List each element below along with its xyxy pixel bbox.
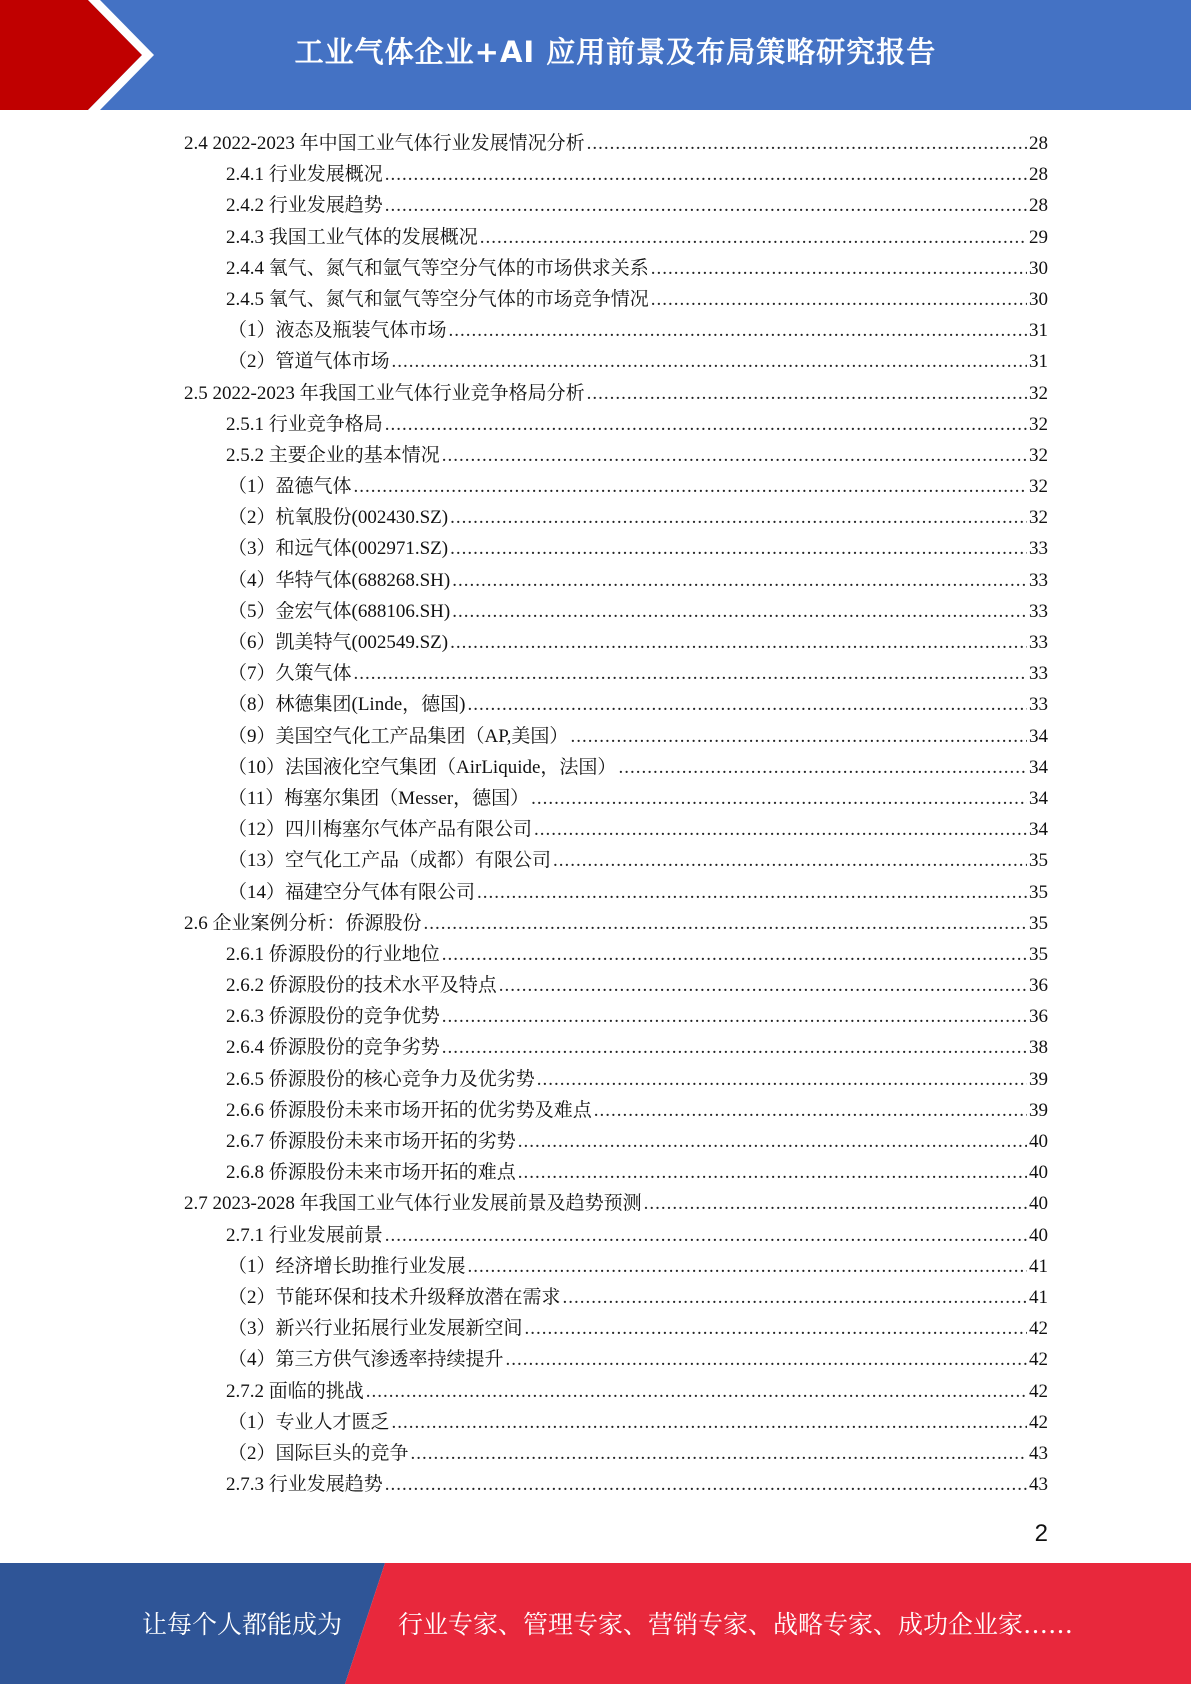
- toc-entry-page: 28: [1029, 195, 1048, 217]
- toc-entry[interactable]: [184, 1064, 1048, 1095]
- toc-entry[interactable]: [184, 877, 1048, 908]
- toc-entry-label: （2）节能环保和技术升级释放潜在需求: [228, 1286, 561, 1308]
- toc-entry-page: 39: [1029, 1068, 1048, 1090]
- toc-entry[interactable]: [184, 1126, 1048, 1157]
- toc-dot-leader: [618, 752, 1027, 783]
- report-title: 工业气体企业+AI 应用前景及布局策略研究报告: [294, 35, 937, 69]
- toc-dot-leader: [534, 814, 1027, 845]
- toc-entry-page: 43: [1029, 1442, 1048, 1464]
- toc-entry-page: 42: [1029, 1349, 1048, 1371]
- toc-dot-leader: [525, 1313, 1027, 1344]
- toc-entry[interactable]: [184, 752, 1048, 783]
- toc-dot-leader: [563, 1282, 1027, 1313]
- toc-entry[interactable]: [184, 1313, 1048, 1344]
- toc-entry-label: （13）空气化工产品（成都）有限公司: [228, 850, 552, 872]
- toc-entry[interactable]: [184, 845, 1048, 876]
- toc-entry-label: （1）经济增长助推行业发展: [228, 1255, 466, 1277]
- toc-dot-leader: [385, 190, 1027, 221]
- toc-entry-label: 2.7.1 行业发展前景: [226, 1224, 383, 1246]
- toc-entry-page: 32: [1029, 382, 1048, 404]
- toc-entry[interactable]: [184, 1376, 1048, 1407]
- toc-dot-leader: [442, 1032, 1027, 1063]
- toc-dot-leader: [594, 1095, 1027, 1126]
- toc-dot-leader: [518, 1157, 1027, 1188]
- page-footer: [0, 1563, 1191, 1684]
- toc-entry[interactable]: [184, 783, 1048, 814]
- toc-dot-leader: [392, 1407, 1027, 1438]
- toc-dot-leader: [651, 253, 1027, 284]
- toc-entry-label: 2.7.3 行业发展趋势: [226, 1474, 383, 1496]
- toc-entry-label: 2.7 2023-2028 年我国工业气体行业发展前景及趋势预测: [184, 1193, 642, 1215]
- toc-entry-label: （2）国际巨头的竞争: [228, 1442, 409, 1464]
- toc-entry-page: 32: [1029, 444, 1048, 466]
- toc-entry-page: 40: [1029, 1193, 1048, 1215]
- toc-entry-label: 2.6.8 侨源股份未来市场开拓的难点: [226, 1162, 516, 1184]
- toc-entry[interactable]: [184, 1282, 1048, 1313]
- toc-dot-leader: [452, 565, 1027, 596]
- toc-entry[interactable]: [184, 253, 1048, 284]
- toc-entry-page: 34: [1029, 787, 1048, 809]
- toc-entry-page: 42: [1029, 1411, 1048, 1433]
- toc-entry-page: 33: [1029, 632, 1048, 653]
- toc-entry-page: 30: [1029, 257, 1048, 279]
- toc-entry-label: （1）专业人才匮乏: [228, 1411, 390, 1433]
- toc-entry-label: （1）液态及瓶装气体市场: [228, 320, 447, 342]
- toc-entry-page: 29: [1029, 226, 1048, 248]
- toc-entry[interactable]: [184, 346, 1048, 377]
- toc-entry-label: 2.6 企业案例分析：侨源股份: [184, 912, 422, 934]
- toc-entry-label: （10）法国液化空气集团（AirLiquide，法国）: [228, 756, 617, 778]
- toc-entry-label: 2.6.1 侨源股份的行业地位: [226, 943, 440, 965]
- toc-entry-label: 2.4.1 行业发展概况: [226, 164, 383, 186]
- toc-entry-label: （14）福建空分气体有限公司: [228, 881, 476, 903]
- toc-entry[interactable]: [184, 190, 1048, 221]
- toc-entry-page: 35: [1029, 943, 1048, 965]
- toc-dot-leader: [450, 502, 1027, 533]
- toc-dot-leader: [506, 1344, 1027, 1375]
- toc-entry[interactable]: [184, 315, 1048, 346]
- toc-entry-page: 30: [1029, 288, 1048, 310]
- footer-slogan-left: 让每个人都能成为: [142, 1610, 343, 1639]
- toc-entry-label: （12）四川梅塞尔气体产品有限公司: [228, 819, 533, 841]
- toc-entry[interactable]: [184, 565, 1048, 596]
- toc-entry-label: 2.5 2022-2023 年我国工业气体行业竞争格局分析: [184, 382, 585, 404]
- toc-entry-label: 2.6.2 侨源股份的技术水平及特点: [226, 975, 497, 997]
- toc-entry-page: 33: [1029, 569, 1048, 591]
- toc-entry[interactable]: [184, 1251, 1048, 1282]
- toc-entry-label: （7）久策气体: [228, 663, 352, 685]
- toc-entry[interactable]: [184, 1032, 1048, 1063]
- toc-entry-page: 42: [1029, 1380, 1048, 1402]
- toc-entry[interactable]: [184, 658, 1048, 689]
- toc-dot-leader: [468, 1251, 1027, 1282]
- toc-entry-label: （5）金宏气体(688106.SH): [228, 600, 451, 622]
- toc-entry-page: 31: [1029, 351, 1048, 373]
- toc-dot-leader: [442, 939, 1027, 970]
- toc-dot-leader: [442, 1001, 1027, 1032]
- toc-dot-leader: [449, 315, 1027, 346]
- toc-entry-label: 2.4.2 行业发展趋势: [226, 195, 383, 217]
- toc-entry-label: 2.6.6 侨源股份未来市场开拓的优劣势及难点: [226, 1099, 592, 1121]
- toc-entry-page: 36: [1029, 1006, 1048, 1028]
- toc-entry[interactable]: [184, 1407, 1048, 1438]
- toc-entry-label: 2.5.1 行业竞争格局: [226, 413, 383, 435]
- toc-dot-leader: [570, 721, 1027, 752]
- toc-entry-page: 39: [1029, 1099, 1048, 1121]
- toc-dot-leader: [644, 1188, 1027, 1219]
- toc-dot-leader: [452, 596, 1027, 627]
- toc-dot-leader: [477, 877, 1027, 908]
- toc-dot-leader: [450, 533, 1027, 564]
- toc-entry-page: 28: [1029, 164, 1048, 186]
- toc-entry-label: 2.6.5 侨源股份的核心竞争力及优劣势: [226, 1068, 535, 1090]
- toc-entry[interactable]: [184, 502, 1048, 533]
- toc-dot-leader: [587, 128, 1027, 159]
- toc-dot-leader: [480, 222, 1027, 253]
- toc-entry-page: 38: [1029, 1037, 1048, 1059]
- toc-dot-leader: [366, 1376, 1027, 1407]
- toc-entry[interactable]: [184, 721, 1048, 752]
- toc-entry-label: 2.4 2022-2023 年中国工业气体行业发展情况分析: [184, 133, 585, 154]
- toc-entry-page: 35: [1029, 881, 1048, 903]
- toc-entry-page: 32: [1029, 476, 1048, 498]
- toc-dot-leader: [531, 783, 1027, 814]
- toc-entry[interactable]: [184, 814, 1048, 845]
- toc-entry-label: 2.5.2 主要企业的基本情况: [226, 444, 440, 466]
- toc-entry[interactable]: [184, 939, 1048, 970]
- toc-dot-leader: [385, 409, 1027, 440]
- toc-entry-page: 41: [1029, 1286, 1048, 1308]
- toc-entry[interactable]: [184, 908, 1048, 939]
- toc-dot-leader: [411, 1438, 1027, 1469]
- toc-dot-leader: [385, 159, 1027, 190]
- toc-entry[interactable]: [184, 533, 1048, 564]
- toc-entry-page: 32: [1029, 413, 1048, 435]
- toc-entry[interactable]: [184, 284, 1048, 315]
- toc-entry-page: 43: [1029, 1474, 1048, 1496]
- toc-dot-leader: [537, 1064, 1027, 1095]
- toc-entry-label: 2.4.5 氧气、氮气和氩气等空分气体的市场竞争情况: [226, 288, 649, 310]
- toc-entry-label: （1）盈德气体: [228, 476, 352, 498]
- toc-entry-page: 33: [1029, 538, 1048, 560]
- toc-entry[interactable]: [184, 627, 1048, 658]
- toc-dot-leader: [354, 658, 1027, 689]
- page-header: [0, 0, 1191, 110]
- toc-entry-label: 2.6.4 侨源股份的竞争劣势: [226, 1037, 440, 1059]
- toc-entry-page: 34: [1029, 725, 1048, 747]
- toc-dot-leader: [442, 440, 1027, 471]
- toc-entry-label: （4）华特气体(688268.SH): [228, 569, 451, 591]
- toc-entry[interactable]: [184, 1188, 1048, 1219]
- toc-entry-label: （2）管道气体市场: [228, 351, 390, 373]
- toc-dot-leader: [587, 378, 1027, 409]
- toc-dot-leader: [651, 284, 1027, 315]
- toc-entry-label: （8）林德集团(Linde，德国): [228, 694, 466, 716]
- toc-entry-label: （6）凯美特气(002549.SZ): [228, 632, 449, 653]
- toc-entry-label: （3）和远气体(002971.SZ): [228, 538, 449, 560]
- toc-entry[interactable]: [184, 1001, 1048, 1032]
- toc-entry-page: 42: [1029, 1318, 1048, 1340]
- toc-entry[interactable]: [184, 159, 1048, 190]
- toc-entry[interactable]: [184, 409, 1048, 440]
- toc-entry-label: （2）杭氧股份(002430.SZ): [228, 507, 449, 529]
- toc-dot-leader: [518, 1126, 1027, 1157]
- toc-entry[interactable]: [184, 471, 1048, 502]
- toc-entry-page: 34: [1029, 756, 1048, 778]
- toc-dot-leader: [424, 908, 1027, 939]
- toc-dot-leader: [499, 970, 1027, 1001]
- toc-entry-page: 36: [1029, 975, 1048, 997]
- toc-entry-page: 32: [1029, 507, 1048, 529]
- toc-dot-leader: [354, 471, 1027, 502]
- toc-entry[interactable]: [184, 689, 1048, 720]
- toc-entry-page: 28: [1029, 133, 1048, 154]
- table-of-contents: [184, 128, 1048, 1500]
- toc-entry-page: 40: [1029, 1162, 1048, 1184]
- footer-slogan-right: 行业专家、管理专家、营销专家、战略专家、成功企业家……: [398, 1610, 1074, 1639]
- toc-entry-label: 2.4.4 氧气、氮气和氩气等空分气体的市场供求关系: [226, 257, 649, 279]
- toc-entry[interactable]: [184, 222, 1048, 253]
- toc-entry[interactable]: [184, 970, 1048, 1001]
- toc-entry-page: 31: [1029, 320, 1048, 342]
- toc-entry-page: 35: [1029, 912, 1048, 934]
- toc-entry[interactable]: [184, 378, 1048, 409]
- toc-entry-label: （3）新兴行业拓展行业发展新空间: [228, 1318, 523, 1340]
- toc-entry-label: 2.4.3 我国工业气体的发展概况: [226, 226, 478, 248]
- toc-entry-label: 2.6.7 侨源股份未来市场开拓的劣势: [226, 1131, 516, 1152]
- toc-entry-page: 40: [1029, 1224, 1048, 1246]
- toc-entry[interactable]: [184, 1220, 1048, 1251]
- toc-entry-label: （4）第三方供气渗透率持续提升: [228, 1349, 504, 1371]
- toc-dot-leader: [385, 1220, 1027, 1251]
- toc-entry-label: 2.7.2 面临的挑战: [226, 1380, 364, 1402]
- toc-entry-page: 33: [1029, 600, 1048, 622]
- toc-dot-leader: [553, 845, 1027, 876]
- toc-entry-page: 35: [1029, 850, 1048, 872]
- toc-dot-leader: [467, 689, 1027, 720]
- toc-dot-leader: [450, 627, 1027, 658]
- toc-entry-label: 2.6.3 侨源股份的竞争优势: [226, 1006, 440, 1028]
- toc-entry[interactable]: [184, 596, 1048, 627]
- toc-entry-label: （11）梅塞尔集团（Messer，德国）: [228, 787, 530, 809]
- toc-entry-page: 33: [1029, 663, 1048, 685]
- toc-entry[interactable]: [184, 128, 1048, 159]
- toc-entry[interactable]: [184, 1469, 1048, 1500]
- toc-entry-label: （9）美国空气化工产品集团（AP,美国）: [228, 725, 569, 747]
- toc-entry-page: 40: [1029, 1131, 1048, 1152]
- toc-entry[interactable]: [184, 1095, 1048, 1126]
- toc-entry[interactable]: [184, 1344, 1048, 1375]
- toc-entry[interactable]: [184, 1157, 1048, 1188]
- toc-entry-page: 33: [1029, 694, 1048, 716]
- toc-entry[interactable]: [184, 1438, 1048, 1469]
- toc-entry-page: 34: [1029, 819, 1048, 841]
- toc-dot-leader: [385, 1469, 1027, 1500]
- toc-entry[interactable]: [184, 440, 1048, 471]
- toc-dot-leader: [392, 346, 1027, 377]
- page-number: 2: [1034, 1520, 1048, 1547]
- toc-entry-page: 41: [1029, 1255, 1048, 1277]
